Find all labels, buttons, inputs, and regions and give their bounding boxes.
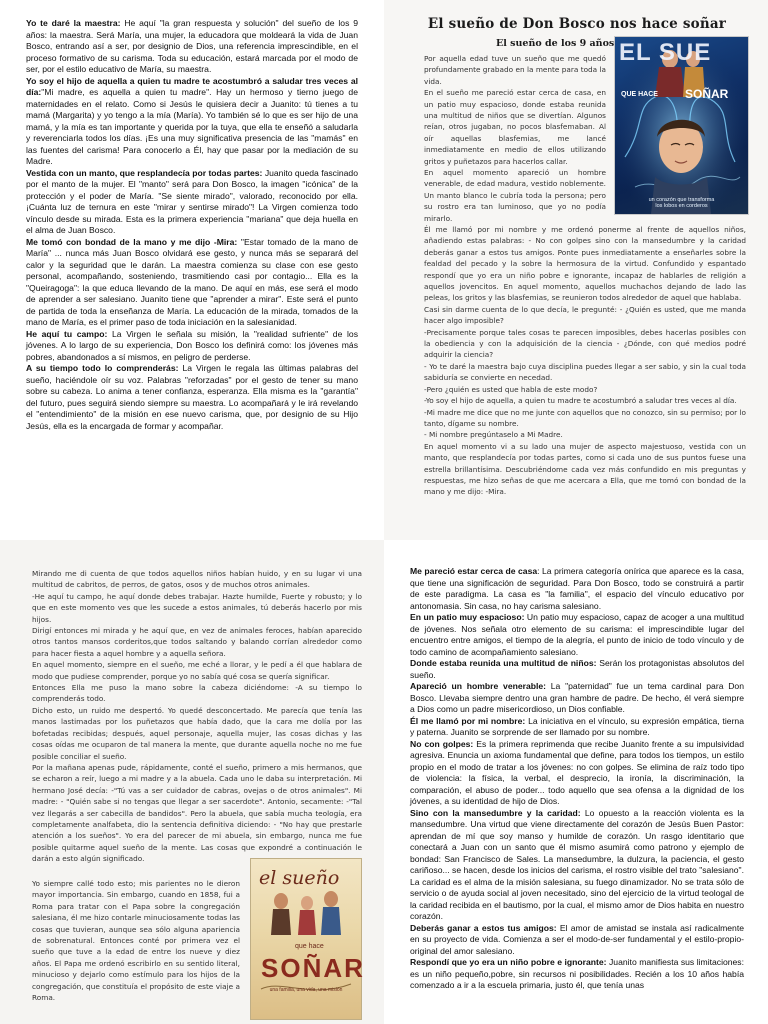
paragraph <box>26 363 358 432</box>
paragraph: Casi sin darme cuenta de lo que decía, le pregunté: - ¿Quién es usted, que me manda hacer algo imposible? <box>424 304 746 326</box>
paragraph <box>410 566 744 612</box>
commentary-page-bottom-right <box>384 540 768 1024</box>
paragraph: Por la mañana apenas pude, rápidamente, conté el sueño, primero a mis hermanos, que se echaron a reír, luego a mi madre y a la abuela. Cada uno le daba su interpretación. Mi hermano José decía: -"Tú vas a ser cuidador de cabras, ovejas o de otros animales". Mi madre: - "Quién sabe si no tengas que llegar a ser sacerdote". Antonio, secamente: -"Tal vez llegarás a ser cabecilla de bandidos". Pero la abuela, que sabía mucha teología, era completamente analfabeta, dio la sentencia definitiva diciendo: - "No hay que prestarle atención a los sueños". Yo era del parecer de mi abuela, sin embargo, nunca me fue posible quitarme aquel sueño de la mente. Las cosas que expondré a continuación le darán a esto algún significado. <box>32 762 362 864</box>
paragraph: Él me llamó por mi nombre y me ordenó ponerme al frente de aquellos niños, añadiendo estas palabras: - No con golpes sino con la mansedumbre y la caridad deberás ganar a estos tus amigos. Ponte pues inmediatamente a enseñarles sobre la fealdad del pecado y la sobre la hermosura de la virtud. Confundido y espantado respondí que yo era un niño pobre e ignorante, incapaz de hablarles de religión a aquellos jovencitos. En aquel momento, aquellos muchachos dejando de lado las peleas, los gritos y las blasfemias, se reunieron todos alrededor de aquel que hablaba. <box>424 225 746 303</box>
paragraph: - Yo te daré la maestra bajo cuya disciplina puedes llegar a ser sabio, y sin la cual toda sabiduría se convierte en necedad. <box>424 361 746 383</box>
paragraph-lead: En un patio muy espacioso: <box>410 612 525 622</box>
page-title: El sueño de Don Bosco nos hace soñar <box>427 16 727 32</box>
paragraph: Dirigí entonces mi mirada y he aquí que, en vez de animales feroces, habían aparecido otros tantos mansos corderitos,que todos saltando y balando corrían alrededor como para hacer fiesta a aquel hombre y a aquella señora. <box>32 626 362 658</box>
paragraph <box>410 716 744 739</box>
narrative-column-full <box>32 568 362 865</box>
paragraph <box>26 237 358 329</box>
dream-narrative-page-top-right <box>384 0 768 540</box>
paragraph-body: Juanito manifiesta sus limitaciones: es un niño pequeño,pobre, sin recursos ni posibilidades. Recién a los 10 años había comenzado a ir a la escuela primaria, justo él, que tenía unas <box>410 957 744 990</box>
book-cover-image <box>250 858 365 1020</box>
paragraph-lead: He aquí tu campo: <box>26 328 108 339</box>
paragraph: -Pero ¿quién es usted que habla de este modo? <box>424 384 598 394</box>
paragraph: En aquel momento apareció un hombre venerable, de edad madura, vestido noblemente. Un manto blanco le cubría toda la persona; pero su rostro era tan luminoso, que yo no podía mirarlo. <box>424 168 606 223</box>
paragraph-lead: No con golpes: <box>410 738 474 749</box>
paragraph-lead: Respondí que yo era un niño pobre e ignorante: <box>410 957 607 967</box>
poster-tagline <box>621 197 742 209</box>
paragraph-lead: Apareció un hombre venerable: <box>410 681 547 691</box>
paragraph: Yo siempre callé todo esto; mis parientes no le dieron mayor importancia. Sin embargo, cuando en 1858, fui a Roma para tratar con el Papa sobre la congregación salesiana, él me hizo contarle minuciosamente todas las cosas que tuvieran, aunque sea sólo alguna apariencia de sobrenatural. Entonces conté por primera vez el sueño que tuve a la edad de entre los nueve y diez años. El Papa me ordenó escribirlo en su sentido literal, minucioso y dejarlo como estímulo para los hijos de la congregación, que constituía el propósito de este viaje a Roma. <box>32 879 240 1003</box>
poster-tagline-line: un corazón que transforma <box>648 197 715 203</box>
paragraph <box>26 168 358 237</box>
paragraph-body: La "paternidad" fue un tema cardinal para Don Bosco. Llevaba siempre dentro una gran hambre de padre. De hecho, él verá siempre a Dios como un padre misericordioso, un Dios confiable. <box>410 681 744 714</box>
book-que-hace: que hace <box>295 943 324 950</box>
paragraph: En aquel momento, siempre en el sueño, me eché a llorar, y le pedí a él que hablara de modo que pudiese comprender, porque yo no sabía qué cosa se quería significar. <box>32 660 362 681</box>
paragraph <box>410 739 744 808</box>
paragraph: En aquel momento vi a su lado una mujer de aspecto majestuoso, vestida con un manto, que resplandecía por todas partes, como si cada uno de sus puntos fuese una estrella brillantísima. Descubriéndome cada vez más confundido en mis preguntas y respuestas, me hizo señas de que me acercara a Ella, que me tomó con bondad de la mano y me dijo: -Mira. <box>424 441 746 497</box>
paragraph <box>410 957 744 992</box>
book-tagline: una familia, una vida, una misión <box>269 987 343 993</box>
paragraph-lead: Me tomó con bondad de la mano y me dijo -Mira: <box>26 236 238 247</box>
poster-que-hace: QUE HACE <box>621 91 658 98</box>
paragraph-lead: Yo te daré la maestra: <box>26 18 121 28</box>
paragraph-lead: Me pareció estar cerca de casa <box>410 566 538 576</box>
commentary-column <box>410 566 744 992</box>
page-subtitle: El sueño de los 9 años <box>496 38 615 49</box>
paragraph-lead: Vestida con un manto, que resplandecía por todas partes: <box>26 167 263 178</box>
paragraph: -Precisamente porque tales cosas te parecen imposibles, debes hacerlas posibles con la obediencia y con la adquisición de la ciencia - ¿Dónde, con qué medios podré adquirir la ciencia? <box>424 327 746 360</box>
dream-narrative-page-bottom-left <box>0 540 384 1024</box>
paragraph-body: Es la primera reprimenda que recibe Juanito frente a su impulsividad agresiva. Enuncia un axioma fundamental que define, para todos los tiempos, un estilo propio en el modo de tratar a los jóvenes: no con golpes. Se elimina de raíz todo tipo de violencia: la física, la verbal, el desprecio, la ironía, la discriminación, la comparación, el abuso de poder... todo aquello que sea ofensa a la dignidad de los jóvenes, a su identidad de hijo de Dios. <box>410 738 744 806</box>
narrative-column-wide <box>424 224 746 498</box>
book-title-el-sueno: el sueño <box>259 867 340 889</box>
paragraph: Entonces Ella me puso la mano sobre la cabeza diciéndome: -A su tiempo lo comprenderás todo. <box>32 683 362 704</box>
paragraph: - Mi nombre pregúntaselo a Mi Madre. <box>424 430 563 440</box>
paragraph <box>410 923 744 958</box>
poster-sonar: SOÑAR <box>685 87 729 101</box>
paragraph-lead: Sino con la mansedumbre y la caridad: <box>410 807 581 818</box>
paragraph: En el sueño me pareció estar cerca de casa, en un patio muy espacioso, donde estaba reunida una multitud de niños que se divertían. Algunos reían, otros jugaban, no pocos blasfemaban. Al oír aquellas blasfemias, me lancé inmediatamente en medio de ellos utilizando gritos y puñetazos para hacerlos callar. <box>424 88 606 166</box>
paragraph-body: : La primera categoría onírica que aparece es la casa, que tiene una significación de seguridad. Para Don Bosco, todo se construirá a partir de este paradigma. La casa es "la familia", el espacio del vínculo educativo por antonomasia. Sin casa, no hay carisma salesiano. <box>410 566 744 611</box>
commentary-page-top-left <box>0 0 384 540</box>
poster-tagline-line: los lobos en corderos <box>655 203 708 209</box>
paragraph-body: La Virgen le regala las últimas palabras del sueño, haciéndole oír su voz. Palabras "reforzadas" por el gesto de tener su mano sobre su cabeza. Lo anima a tener confianza, esperanza. Ella misma es la "garantía" del futuro, pues seguirá siendo siempre su maestra. Lo acompañará y le irá revelando el "entendimiento" de la misión en ese nuevo carisma, que, por designio de su Hijo Jesús, ella es la encargada de formar y acompañar. <box>26 363 358 431</box>
paragraph <box>410 658 744 681</box>
commentary-column <box>26 18 358 432</box>
paragraph: -Mi madre me dice que no me junte con aquellos que no conozco, sin su permiso; por lo tanto, dígame su nombre. <box>424 407 746 428</box>
paragraph <box>26 76 358 168</box>
paragraph-body: "Estar tomado de la mano de María" ... nunca más Juan Bosco olvidará ese gesto, y nunca más se separará del calor y la seguridad que le darán. La maestra comienza su clase con ese gesto personal, acompañando, sosteniendo, trasmitiendo casi por contagio... Ella es la "Queiragoga": la que educa llevando de la mano. De aquí en más, ese será el modo de aprender a ser salesiano. Juanito tiene que "aprender a mirar". Este será el punto de partida de toda la enseñanza de María. La educación de la mirada, tomados de la mano de María, es el primer paso de toda iniciación en la salesianidad. <box>26 236 359 327</box>
book-title-sonar: SOÑAR <box>261 953 365 983</box>
paragraph-lead: Deberás ganar a estos tus amigos: <box>410 922 557 933</box>
paragraph-body: Serán los protagonistas absolutos del sueño. <box>410 658 744 680</box>
narrative-column-narrow <box>424 53 606 224</box>
paragraph <box>410 808 744 923</box>
narrative-column-narrow <box>32 878 240 1003</box>
paragraph: -Yo soy el hijo de aquella, a quien tu madre te acostumbró a saludar tres veces al día. <box>424 396 737 406</box>
paragraph: Dicho esto, un ruido me despertó. Yo quedé desconcertado. Me parecía que tenía las manos lastimadas por los puñetazos que había dado, que la cara me dolía por las bofetadas recibidas; después, aquel personaje, aquella mujer, las cosas dichas y las cosas oídas me ocuparon de tal manera la mente, que durante aquella noche no me fue posible conciliar el sueño. <box>32 705 362 761</box>
paragraph <box>26 329 358 364</box>
paragraph <box>26 18 358 76</box>
paragraph: -He aquí tu campo, he aquí donde debes trabajar. Hazte humilde, Fuerte y robusto; y lo que en este momento ves que les sucede a estos animales, tú deberás hacerlo por mis hijos. <box>32 591 362 624</box>
paragraph: Por aquella edad tuve un sueño que me quedó profundamente grabado en la mente para toda la vida. <box>424 54 606 86</box>
paragraph-lead: Él me llamó por mi nombre: <box>410 715 526 726</box>
paragraph-body: El amor de amistad se instala así radicalmente en su proyecto de vida. Comienza a ser el modo-de-ser fundamental y el estilo-propio-original del amor salesiano. <box>410 922 744 956</box>
paragraph-body: Un patio muy espacioso, capaz de acoger a una multitud de jóvenes. Nos señala otro elemento de su carisma: el imprescindible lugar del encuentro entre amigos, el tiempo de la alegría, el punto de inicio de todo vínculo y de todo camino de acompañamiento salesiano. <box>410 612 744 657</box>
paragraph-body: La Virgen le señala su misión, la "realidad sufriente" de los jóvenes. A lo largo de su experiencia, Don Bosco los definirá como: los jóvenes más pobres, abandonados a sí mismos, en peligro de perderse. <box>26 328 358 362</box>
paragraph-body: La iniciativa en el vínculo, su expresión empática, tierna y paterna. Juanito se sorprende de ser llamado por su nombre. <box>410 715 744 737</box>
paragraph-body: "Mi madre, es aquella a quien tu madre". Hay un hermoso y tierno juego de maternidades en el relato. Como si Jesús le quisiera decir a Juanito: tú tienes a tu mamá (Margarita) y yo tengo a la mía (María). Yo también sé lo que es ser hijo de una mamá, y la mía es tan importante y querida por la tuya, que ella te enseñó a saludarla y reverenciarla todos los días. ¡Es una muy significativa presencia de las "mamás" en las fuentes del carisma! Para conocerlo a Él, hay que pasar por la mediación de su Madre. <box>26 87 358 166</box>
paragraph-lead: Donde estaba reunida una multitud de niños: <box>410 658 597 668</box>
paragraph <box>410 681 744 716</box>
paragraph-lead: A su tiempo todo lo comprenderás: <box>26 363 179 373</box>
paragraph-body: Juanito queda fascinado por el manto de la mujer. El "manto" será para Don Bosco, la imagen "icónica" de la protección y el poder de María. "Se siente mirado", valorado, reconocido por ella. ¡Cuánta luz de ternura en este "mirar y sentirse mirado"! La Virgen comienza todo vínculo desde su mirada. Esta es la primera experiencia "mariana" que deja huella en el alma de Juan Bosco. <box>26 167 358 235</box>
paragraph <box>410 612 744 658</box>
paragraph-body: Lo opuesto a la reacción violenta es la mansedumbre. Una virtud que viene directamente del corazón de Jesús Buen Pastor: aprendan de mí que soy manso y humilde de corazón. Un rasgo identitario que conectará a Juan con un santo que él mismo asumirá como patrono y ejemplo de bondad: San Francisco de Sales. La mansedumbre, la dulzura, la paciencia, el gesto cariñoso... se hacen, desde los inicios del carisma, el rostro visible del trato "salesiano". La caridad es el alma de la misión salesiana, su fuego dinamizador. No se trata sólo de servicio o de ayuda social al joven necesitado, sino del ejercicio de la virtud teologal de la caridad recibida en el bautismo, por la cual, el mismo amor de Dios habita en nuestro corazón. <box>410 807 745 921</box>
paragraph-lead: Yo soy el hijo de aquella a quien tu madre te acostumbró a saludar tres veces al día: <box>26 75 358 97</box>
poster-title: EL SUE <box>619 39 712 66</box>
dream-poster-image <box>614 36 749 215</box>
paragraph-body: He aquí "la gran respuesta y solución" del sueño de los 9 años: la maestra. Será María, una mujer, la educadora que moldeará la vida de Juan Bosco, entrando así a ser, por designio de Dios, una referencia imprescindible, en el proceso formativo de su carisma. Toda su educación, estará marcada por el modo de ser, por el estilo educativo de María, su maestra. <box>26 18 358 74</box>
paragraph: Mirando me di cuenta de que todos aquellos niños habían huido, y en su lugar vi una multitud de cabritos, de perros, de gatos, osos y de muchos otros animales. <box>32 569 362 590</box>
